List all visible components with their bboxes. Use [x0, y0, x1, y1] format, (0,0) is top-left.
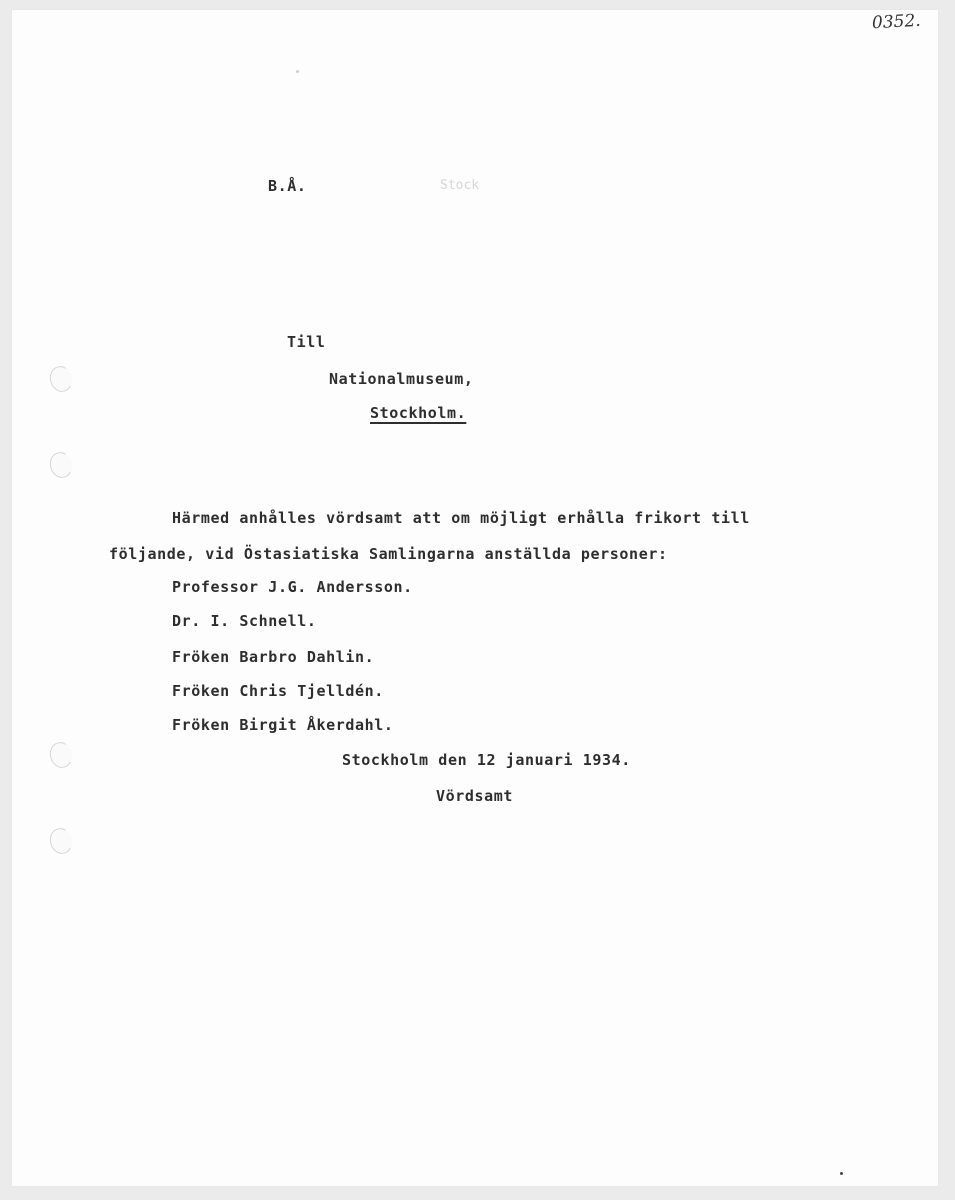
person-list-item: Professor J.G. Andersson.	[172, 578, 413, 596]
person-list-item: Dr. I. Schnell.	[172, 612, 317, 630]
recipient-institution: Nationalmuseum,	[329, 370, 474, 388]
paper-speck	[296, 70, 299, 73]
place-and-date: Stockholm den 12 januari 1934.	[342, 751, 631, 769]
body-line-2: följande, vid Östasiatiska Samlingarna anställda personer:	[109, 545, 668, 563]
salutation: Till	[287, 333, 326, 351]
person-list-item: Fröken Chris Tjelldén.	[172, 682, 384, 700]
archive-number: 0352.	[871, 10, 922, 34]
body-line-1: Härmed anhålles vördsamt att om möjligt erhålla frikort till	[172, 509, 750, 527]
person-list-item: Fröken Barbro Dahlin.	[172, 648, 375, 666]
recipient-city: Stockholm.	[370, 404, 467, 422]
person-list-item: Fröken Birgit Åkerdahl.	[172, 716, 394, 734]
closing: Vördsamt	[436, 787, 514, 805]
reference-initials: B.Å.	[268, 177, 307, 195]
faint-stamp: Stock	[440, 178, 480, 193]
paper-speck	[840, 1172, 843, 1175]
